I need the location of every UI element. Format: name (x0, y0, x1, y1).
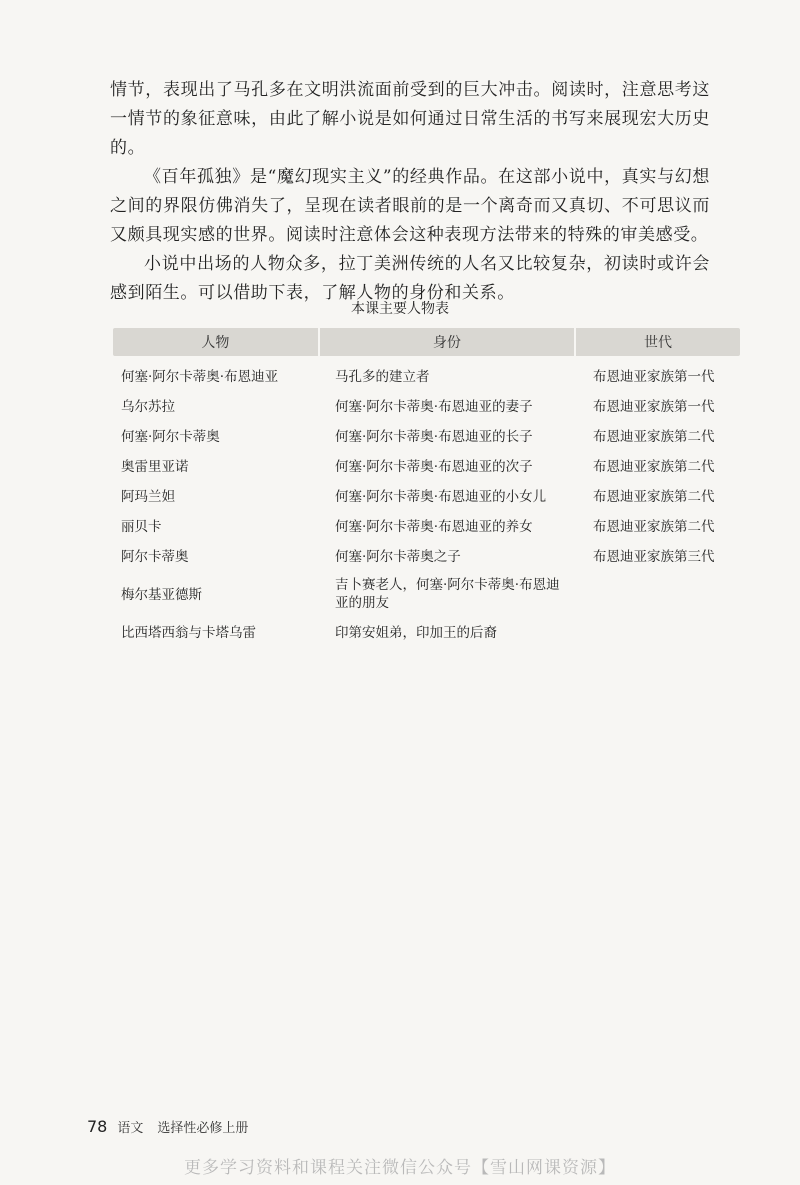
cell-identity: 印第安姐弟，印加王的后裔 (335, 625, 497, 641)
cell-identity: 何塞·阿尔卡蒂奥之子 (335, 549, 461, 565)
cell-generation (575, 618, 740, 648)
table-row (113, 362, 740, 392)
cell-character: 奥雷里亚诺 (121, 459, 189, 475)
page-footer (87, 1117, 248, 1136)
cell-character: 何塞·阿尔卡蒂奥 (121, 429, 220, 445)
cell-character: 阿尔卡蒂奥 (121, 549, 189, 565)
table-row (113, 512, 740, 542)
cell-generation: 布恩迪亚家族第二代 (593, 519, 715, 535)
cell-identity: 何塞·阿尔卡蒂奥·布恩迪亚的养女 (335, 519, 533, 535)
table-row (113, 618, 740, 648)
cell-identity: 何塞·阿尔卡蒂奥·布恩迪亚的妻子 (335, 399, 533, 415)
cell-generation (575, 572, 740, 618)
cell-generation: 布恩迪亚家族第二代 (593, 459, 715, 475)
paragraph: 《百年孤独》是“魔幻现实主义”的经典作品。在这部小说中，真实与幻想之间的界限仿佛消失了，呈现在读者眼前的是一个离奇而又真切、不可思议而又颇具现实感的世界。阅读时注意体会这种表现方法带来的特殊的审美感受。 (110, 167, 710, 245)
body-text (110, 76, 710, 308)
cell-identity: 何塞·阿尔卡蒂奥·布恩迪亚的次子 (335, 459, 533, 475)
table-row (113, 392, 740, 422)
cell-character: 何塞·阿尔卡蒂奥·布恩迪亚 (121, 369, 279, 385)
cell-character: 比西塔西翁与卡塔乌雷 (121, 625, 256, 641)
book-volume: 选择性必修上册 (157, 1121, 249, 1136)
header-character: 人物 (201, 335, 230, 351)
header-generation: 世代 (574, 328, 740, 356)
cell-generation: 布恩迪亚家族第三代 (593, 549, 715, 565)
table-row (113, 572, 740, 618)
cell-generation: 布恩迪亚家族第二代 (593, 489, 715, 505)
cell-identity: 何塞·阿尔卡蒂奥·布恩迪亚的长子 (335, 429, 533, 445)
character-table (113, 328, 740, 648)
cell-identity: 吉卜赛老人，何塞·阿尔卡蒂奥·布恩迪亚的朋友 (335, 577, 560, 611)
table-row (113, 422, 740, 452)
cell-generation: 布恩迪亚家族第一代 (593, 399, 715, 415)
header-identity: 身份 (318, 328, 574, 356)
book-subject: 语文 (117, 1121, 144, 1136)
cell-identity: 马孔多的建立者 (335, 369, 430, 385)
table-row (113, 452, 740, 482)
cell-generation: 布恩迪亚家族第二代 (593, 429, 715, 445)
cell-character: 阿玛兰妲 (121, 489, 175, 505)
table-header (113, 328, 740, 356)
cell-generation: 布恩迪亚家族第一代 (593, 369, 715, 385)
cell-character: 乌尔苏拉 (121, 399, 175, 415)
cell-identity: 何塞·阿尔卡蒂奥·布恩迪亚的小女儿 (335, 489, 547, 505)
cell-character: 丽贝卡 (121, 519, 162, 535)
table-title: 本课主要人物表 (351, 301, 449, 317)
cell-character: 梅尔基亚德斯 (121, 587, 202, 603)
table-row (113, 542, 740, 572)
watermark-text: 更多学习资料和课程关注微信公众号【雪山网课资源】 (184, 1158, 616, 1178)
paragraph: 情节，表现出了马孔多在文明洪流面前受到的巨大冲击。阅读时，注意思考这一情节的象征意味，由此了解小说是如何通过日常生活的书写来展现宏大历史的。 (110, 80, 710, 158)
table-row (113, 482, 740, 512)
page-number: 78 (87, 1117, 108, 1136)
paragraph: 小说中出场的人物众多，拉丁美洲传统的人名又比较复杂，初读时或许会感到陌生。可以借助下表，了解人物的身份和关系。 (110, 254, 710, 303)
